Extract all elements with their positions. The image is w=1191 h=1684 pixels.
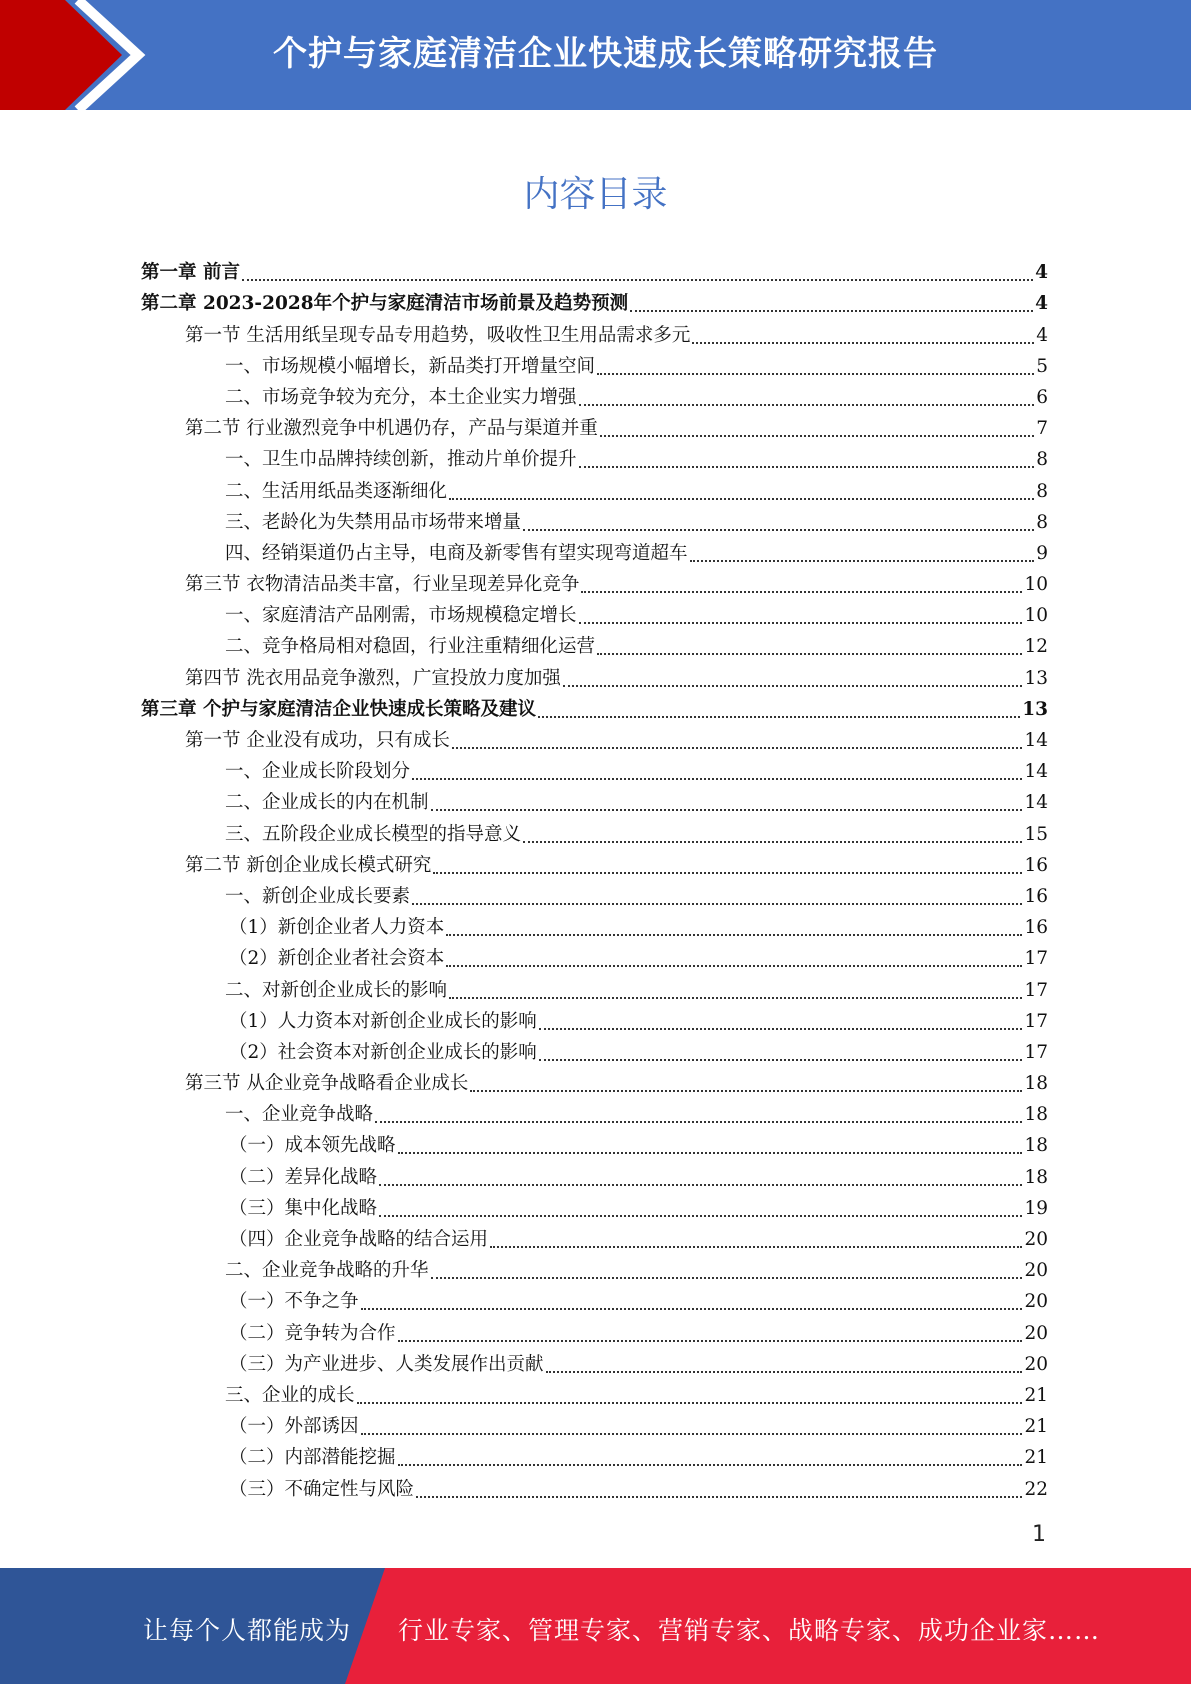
toc-entry-title: （二）内部潜能挖掘 — [229, 1447, 396, 1469]
toc-entry[interactable] — [141, 1252, 1048, 1283]
toc-entry-page: 14 — [1024, 761, 1048, 783]
toc-entry[interactable] — [141, 1408, 1048, 1439]
toc-leader-dots — [398, 1328, 1023, 1342]
toc-entry-title: 一、新创企业成长要素 — [225, 885, 411, 907]
toc-entry-title: 第二节 行业激烈竞争中机遇仍存，产品与渠道并重 — [185, 418, 598, 440]
toc-entry[interactable] — [141, 1065, 1048, 1096]
toc-entry-title: （三）集中化战略 — [229, 1197, 378, 1219]
toc-entry[interactable] — [141, 878, 1048, 909]
toc-entry-page: 14 — [1024, 792, 1048, 814]
toc-entry-page: 20 — [1024, 1322, 1048, 1344]
toc-leader-dots — [361, 1296, 1023, 1310]
toc-entry-title: 一、家庭清洁产品刚需，市场规模稳定增长 — [225, 605, 577, 627]
toc-entry-title: （四）企业竞争战略的结合运用 — [229, 1229, 489, 1250]
toc-leader-dots — [398, 1452, 1023, 1466]
toc-entry[interactable] — [141, 909, 1048, 940]
toc-entry-page: 20 — [1024, 1291, 1048, 1313]
toc-entry-page: 4 — [1035, 293, 1048, 315]
footer-slogan-right: 行业专家、管理专家、营销专家、战略专家、成功企业家…… — [398, 1616, 1101, 1645]
toc-entry[interactable] — [141, 504, 1048, 535]
toc-entry-page: 13 — [1024, 667, 1048, 689]
toc-leader-dots — [539, 1016, 1023, 1030]
toc-leader-dots — [398, 1140, 1023, 1154]
toc-entry-title: 二、企业竞争战略的升华 — [225, 1260, 429, 1282]
toc-entry-title: （1）新创企业者人力资本 — [229, 917, 445, 939]
footer-banner — [0, 1568, 1191, 1684]
toc-leader-dots — [563, 673, 1023, 687]
toc-entry-title: 二、对新创企业成长的影响 — [225, 979, 448, 1001]
toc-entry-title: 二、竞争格局相对稳固，行业注重精细化运营 — [225, 636, 596, 658]
toc-entry[interactable] — [141, 316, 1048, 347]
toc-entry-title: 第一节 企业没有成功，只有成长 — [185, 730, 450, 751]
toc-entry-title: 一、市场规模小幅增长，新品类打开增量空间 — [225, 355, 596, 377]
toc-entry-page: 21 — [1024, 1447, 1048, 1469]
toc-entry-page: 4 — [1035, 262, 1048, 284]
toc-leader-dots — [412, 891, 1022, 905]
toc-leader-dots — [379, 1172, 1022, 1186]
toc-leader-dots — [581, 579, 1022, 593]
toc-entry-title: 一、企业成长阶段划分 — [225, 761, 411, 783]
toc-leader-dots — [433, 860, 1022, 874]
toc-entry-page: 5 — [1036, 355, 1048, 377]
toc-entry[interactable] — [141, 1034, 1048, 1065]
toc-leader-dots — [597, 641, 1022, 655]
toc-entry-page: 22 — [1024, 1478, 1048, 1500]
toc-entry-title: 第三章 个护与家庭清洁企业快速成长策略及建议 — [141, 698, 536, 720]
toc-leader-dots — [600, 423, 1034, 437]
toc-entry[interactable] — [141, 753, 1048, 784]
toc-entry-page: 8 — [1036, 511, 1048, 533]
toc-leader-dots — [523, 517, 1034, 531]
toc-entry-page: 16 — [1024, 885, 1048, 907]
toc-entry-title: 第三节 衣物清洁品类丰富，行业呈现差异化竞争 — [185, 574, 580, 596]
toc-entry[interactable] — [141, 847, 1048, 878]
toc-leader-dots — [539, 1047, 1023, 1061]
toc-entry-page: 10 — [1024, 574, 1048, 596]
toc-entry[interactable] — [141, 784, 1048, 815]
toc-entry-title: （一）外部诱因 — [229, 1416, 359, 1438]
toc-entry[interactable] — [141, 659, 1048, 690]
toc-entry[interactable] — [141, 1127, 1048, 1158]
toc-entry-title: 三、企业的成长 — [225, 1384, 355, 1406]
toc-entry[interactable] — [141, 628, 1048, 659]
toc-leader-dots — [412, 766, 1022, 780]
toc-entry-title: （一）成本领先战略 — [229, 1135, 396, 1157]
toc-leader-dots — [431, 1265, 1023, 1279]
toc-entry-page: 18 — [1024, 1073, 1048, 1095]
toc-entry[interactable] — [141, 441, 1048, 472]
toc-entry-page: 17 — [1024, 1010, 1048, 1032]
toc-entry[interactable] — [141, 1221, 1048, 1252]
toc-entry[interactable] — [141, 971, 1048, 1002]
toc-leader-dots — [357, 1390, 1023, 1404]
toc-entry-page: 21 — [1024, 1416, 1048, 1438]
toc-leader-dots — [538, 704, 1020, 718]
toc-entry[interactable] — [141, 379, 1048, 410]
toc-entry-title: 三、五阶段企业成长模型的指导意义 — [225, 823, 522, 845]
toc-leader-dots — [630, 298, 1033, 312]
toc-entry-page: 19 — [1024, 1197, 1048, 1219]
toc-entry-page: 17 — [1024, 979, 1048, 1001]
toc-entry-title: 二、生活用纸品类逐渐细化 — [225, 480, 448, 502]
toc-entry[interactable] — [141, 348, 1048, 379]
toc-leader-dots — [490, 1234, 1022, 1248]
toc-entry-title: （二）竞争转为合作 — [229, 1322, 396, 1344]
toc-entry[interactable] — [141, 1377, 1048, 1408]
toc-leader-dots — [361, 1421, 1023, 1435]
toc-leader-dots — [446, 953, 1022, 967]
toc-entry-page: 7 — [1036, 418, 1048, 440]
toc-entry[interactable] — [141, 472, 1048, 503]
toc-entry-title: 二、企业成长的内在机制 — [225, 792, 429, 814]
toc-entry[interactable] — [141, 691, 1048, 722]
toc-entry[interactable] — [141, 815, 1048, 846]
toc-entry-title: 二、市场竞争较为充分，本土企业实力增强 — [225, 386, 577, 408]
page-number: 1 — [1032, 1522, 1046, 1547]
toc-leader-dots — [597, 361, 1034, 375]
header-banner — [0, 0, 1191, 110]
toc-entry[interactable] — [141, 722, 1048, 753]
toc-entry-page: 20 — [1024, 1229, 1048, 1250]
toc-leader-dots — [470, 1078, 1022, 1092]
toc-entry[interactable] — [141, 1003, 1048, 1034]
footer-slogan-left: 让每个人都能成为 — [143, 1616, 352, 1645]
toc-entry-title: （1）人力资本对新创企业成长的影响 — [229, 1010, 537, 1032]
toc-entry-page: 10 — [1024, 605, 1048, 627]
toc-entry[interactable] — [141, 1190, 1048, 1221]
toc-entry[interactable] — [141, 597, 1048, 628]
toc-leader-dots — [449, 486, 1034, 500]
toc-entry-page: 12 — [1024, 636, 1048, 658]
toc-leader-dots — [446, 922, 1022, 936]
toc-entry-page: 17 — [1024, 948, 1048, 970]
toc-leader-dots — [690, 548, 1035, 562]
toc-entry-page: 21 — [1024, 1384, 1048, 1406]
toc-entry-title: 一、卫生巾品牌持续创新，推动片单价提升 — [225, 449, 577, 471]
toc-entry[interactable] — [141, 285, 1048, 316]
toc-leader-dots — [242, 267, 1033, 281]
table-of-contents — [141, 254, 1048, 1502]
toc-leader-dots — [375, 1109, 1022, 1123]
toc-leader-dots — [416, 1484, 1022, 1498]
toc-entry-title: 三、老龄化为失禁用品市场带来增量 — [225, 511, 522, 533]
toc-leader-dots — [579, 610, 1023, 624]
toc-entry[interactable] — [141, 535, 1048, 566]
toc-entry-page: 9 — [1036, 542, 1048, 564]
toc-entry-title: （三）为产业进步、人类发展作出贡献 — [229, 1353, 544, 1375]
toc-entry-page: 18 — [1024, 1166, 1048, 1188]
toc-entry-page: 4 — [1036, 324, 1048, 346]
toc-leader-dots — [449, 985, 1022, 999]
toc-entry-title: （2）社会资本对新创企业成长的影响 — [229, 1041, 537, 1063]
toc-entry-page: 18 — [1024, 1104, 1048, 1126]
toc-leader-dots — [579, 392, 1035, 406]
toc-entry-title: （一）不争之争 — [229, 1291, 359, 1313]
toc-leader-dots — [546, 1359, 1023, 1373]
toc-entry-page: 18 — [1024, 1135, 1048, 1157]
toc-entry[interactable] — [141, 1158, 1048, 1189]
toc-heading: 内容目录 — [523, 174, 668, 215]
toc-entry-title: 一、企业竞争战略 — [225, 1104, 374, 1126]
toc-entry-title: 第二节 新创企业成长模式研究 — [185, 854, 432, 876]
toc-entry-title: 四、经销渠道仍占主导，电商及新零售有望实现弯道超车 — [225, 542, 688, 564]
toc-entry-title: 第一章 前言 — [141, 262, 240, 284]
toc-entry-page: 16 — [1024, 854, 1048, 876]
toc-entry-page: 17 — [1024, 1041, 1048, 1063]
toc-entry[interactable] — [141, 1346, 1048, 1377]
toc-entry-title: （2）新创企业者社会资本 — [229, 948, 445, 970]
toc-entry-page: 8 — [1036, 480, 1048, 502]
toc-entry[interactable] — [141, 566, 1048, 597]
toc-leader-dots — [523, 829, 1022, 843]
toc-leader-dots — [692, 330, 1034, 344]
toc-entry[interactable] — [141, 1096, 1048, 1127]
toc-entry-title: （二）差异化战略 — [229, 1166, 378, 1188]
toc-entry[interactable] — [141, 1283, 1048, 1314]
toc-entry-page: 16 — [1024, 917, 1048, 939]
toc-entry-page: 14 — [1024, 730, 1048, 751]
toc-leader-dots — [431, 797, 1023, 811]
report-title: 个护与家庭清洁企业快速成长策略研究报告 — [273, 34, 938, 74]
toc-entry-title: 第二章 2023-2028年个护与家庭清洁市场前景及趋势预测 — [141, 293, 629, 315]
toc-leader-dots — [452, 735, 1023, 749]
toc-entry[interactable] — [141, 1439, 1048, 1470]
toc-entry-page: 20 — [1024, 1260, 1048, 1282]
toc-entry-title: （三）不确定性与风险 — [229, 1478, 415, 1500]
toc-entry-page: 8 — [1036, 449, 1048, 471]
toc-entry-page: 13 — [1022, 698, 1048, 720]
toc-entry-title: 第四节 洗衣用品竞争激烈，广宣投放力度加强 — [185, 667, 561, 689]
toc-entry-page: 6 — [1036, 386, 1048, 408]
toc-entry-title: 第三节 从企业竞争战略看企业成长 — [185, 1073, 469, 1095]
toc-entry[interactable] — [141, 940, 1048, 971]
toc-entry[interactable] — [141, 254, 1048, 285]
toc-entry-page: 15 — [1024, 823, 1048, 845]
toc-entry[interactable] — [141, 410, 1048, 441]
toc-leader-dots — [579, 454, 1035, 468]
toc-entry-title: 第一节 生活用纸呈现专品专用趋势，吸收性卫生用品需求多元 — [185, 324, 691, 346]
toc-leader-dots — [379, 1203, 1022, 1217]
toc-entry[interactable] — [141, 1470, 1048, 1501]
toc-entry-page: 20 — [1024, 1353, 1048, 1375]
toc-entry[interactable] — [141, 1314, 1048, 1345]
